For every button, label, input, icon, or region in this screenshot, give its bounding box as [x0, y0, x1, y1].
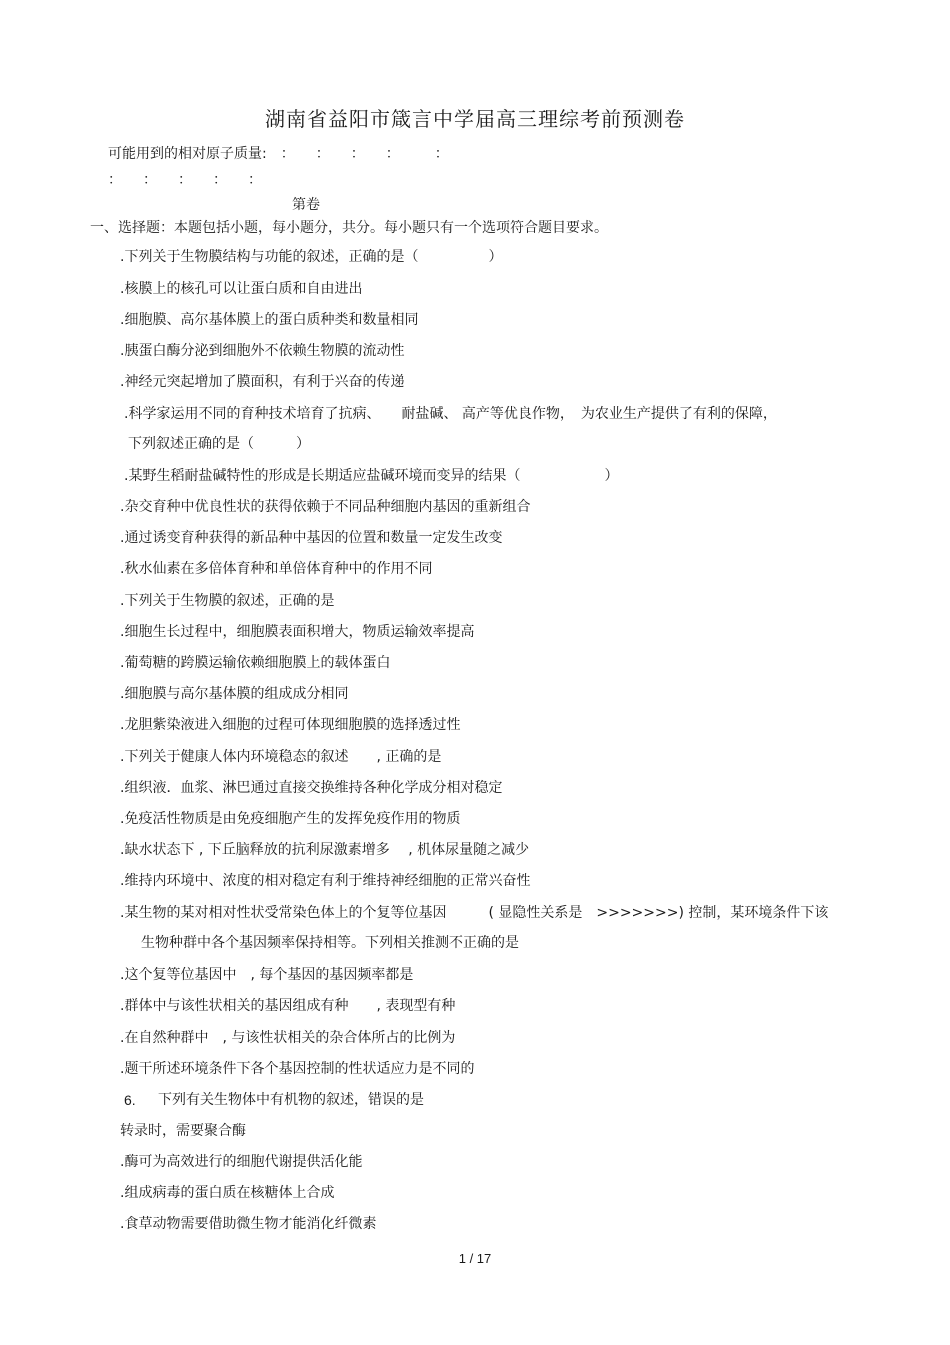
question-1-option-d: .神经元突起增加了膜面积，有利于兴奋的传递 [120, 374, 405, 390]
question-4-option-a: .组织液．血浆、淋巴通过直接交换维持各种化学成分相对稳定 [120, 780, 503, 796]
question-2-stem: .科学家运用不同的育种技术培育了抗病、 耐盐碱、 高产等优良作物， 为农业生产提供了有利的保障， [124, 406, 777, 422]
section-intro: 一、选择题：本题包括小题，每小题分，共分。每小题只有一个选项符合题目要求。 [90, 220, 608, 236]
question-6-option-c: .组成病毒的蛋白质在核糖体上合成 [120, 1185, 335, 1201]
question-3-stem: .下列关于生物膜的叙述，正确的是 [120, 593, 335, 609]
question-4-stem: .下列关于健康人体内环境稳态的叙述 , 正确的是 [120, 749, 442, 765]
question-4-option-c: .缺水状态下 , 下丘脑释放的抗利尿激素增多 , 机体尿量随之减少 [120, 842, 530, 858]
question-5-option-c: .在自然种群中 , 与该性状相关的杂合体所占的比例为 [120, 1030, 456, 1046]
question-2-option-d: .秋水仙素在多倍体育种和单倍体育种中的作用不同 [120, 561, 433, 577]
question-1-option-b: .细胞膜、高尔基体膜上的蛋白质种类和数量相同 [120, 312, 419, 328]
page-indicator: 1 / 17 [458, 1251, 492, 1266]
section-title: 第卷 [292, 197, 320, 213]
question-5-option-b: .群体中与该性状相关的基因组成有种 , 表现型有种 [120, 998, 456, 1014]
question-6-option-b: .酶可为高效进行的细胞代谢提供活化能 [120, 1154, 363, 1170]
question-5-option-a: .这个复等位基因中 , 每个基因的基因频率都是 [120, 967, 414, 983]
question-3-option-b: .葡萄糖的跨膜运输依赖细胞膜上的载体蛋白 [120, 655, 391, 671]
question-6-stem: 下列有关生物体中有机物的叙述，错误的是 [158, 1092, 424, 1108]
question-2-stem-cont: 下列叙述正确的是（ ） [128, 436, 310, 452]
question-4-option-b: .免疫活性物质是由免疫细胞产生的发挥免疫作用的物质 [120, 811, 461, 827]
question-2-option-c: .通过诱变育种获得的新品种中基因的位置和数量一定发生改变 [120, 530, 503, 546]
question-5-stem-cont: 生物种群中各个基因频率保持相等。下列相关推测不正确的是 [141, 935, 519, 951]
question-3-option-a: .细胞生长过程中，细胞膜表面积增大，物质运输效率提高 [120, 624, 475, 640]
atomic-mass-line-2: ： ： ： ： ： [108, 172, 262, 188]
question-2-option-a: .某野生稻耐盐碱特性的形成是长期适应盐碱环境而变异的结果（ ） [124, 468, 619, 484]
question-1-option-c: .胰蛋白酶分泌到细胞外不依赖生物膜的流动性 [120, 343, 405, 359]
question-1-stem: .下列关于生物膜结构与功能的叙述，正确的是（ ） [120, 249, 503, 265]
question-6-option-a: 转录时，需要聚合酶 [120, 1123, 246, 1139]
question-5-stem: .某生物的某对相对性状受常染色体上的个复等位基因 ( 显隐性关系是 >>>>>>>) 控制，某环境条件下该 [120, 905, 829, 921]
question-2-option-b: .杂交育种中优良性状的获得依赖于不同品种细胞内基因的重新组合 [120, 499, 531, 515]
question-1-option-a: .核膜上的核孔可以让蛋白质和自由进出 [120, 281, 363, 297]
question-3-option-d: .龙胆紫染液进入细胞的过程可体现细胞膜的选择透过性 [120, 717, 461, 733]
question-4-option-d: .维持内环境中、浓度的相对稳定有利于维持神经细胞的正常兴奋性 [120, 873, 531, 889]
question-6-option-d: .食草动物需要借助微生物才能消化纤微素 [120, 1216, 377, 1232]
question-5-option-d: .题干所述环境条件下各个基因控制的性状适应力是不同的 [120, 1061, 475, 1077]
question-3-option-c: .细胞膜与高尔基体膜的组成成分相同 [120, 686, 349, 702]
document-title: 湖南省益阳市箴言中学届高三理综考前预测卷 [265, 107, 685, 131]
atomic-mass-line: 可能用到的相对原子质量: ： ： ： ： ： [108, 146, 449, 162]
question-6-number: 6. [124, 1092, 136, 1108]
